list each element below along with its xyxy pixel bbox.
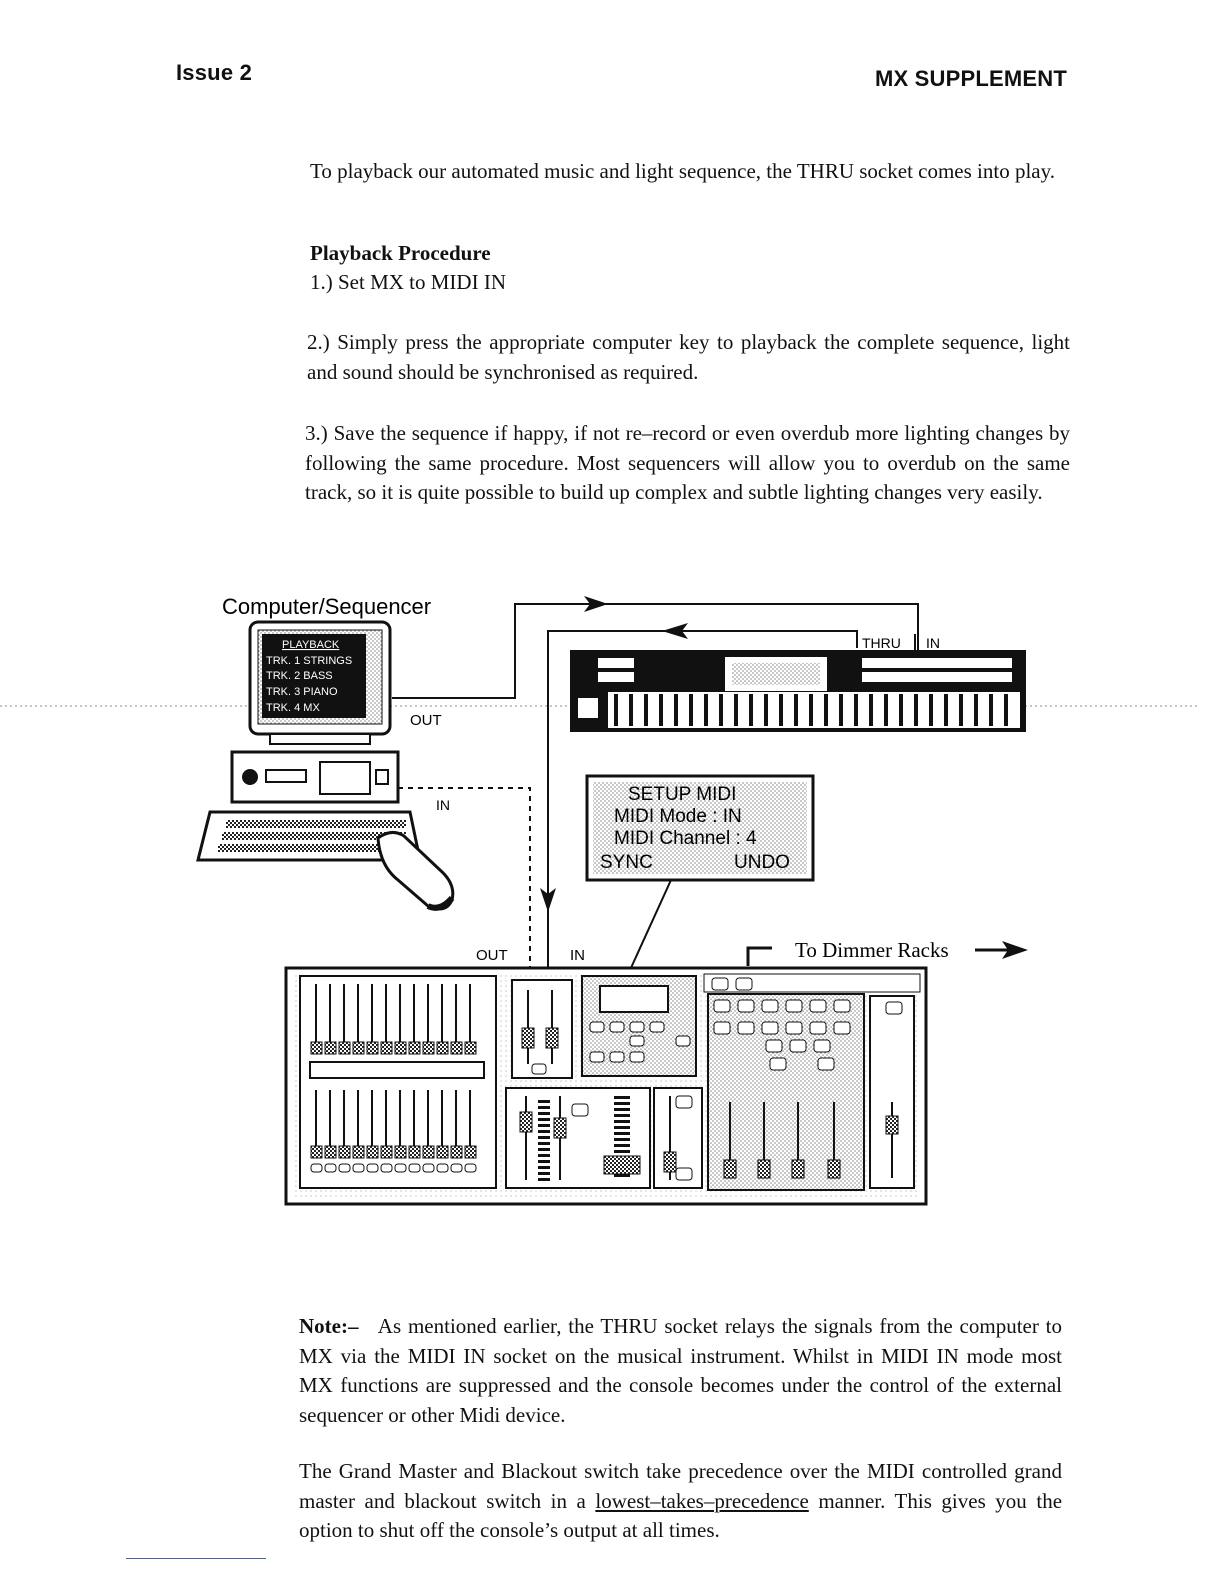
level-meter-segment [614, 1132, 630, 1135]
fader-knob [339, 1146, 350, 1158]
procedure-heading-text: Playback Procedure [310, 241, 491, 265]
level-meter-segment [614, 1096, 630, 1099]
black-key [839, 694, 843, 726]
fader-knob [325, 1042, 336, 1054]
console-button [650, 1022, 664, 1032]
issue-number: Issue 2 [176, 60, 253, 85]
black-key [899, 694, 903, 726]
document-title: MX SUPPLEMENT [874, 66, 1067, 91]
console-button [630, 1052, 644, 1062]
level-meter-segment [538, 1136, 550, 1139]
console-button [810, 1022, 826, 1034]
console-button [770, 1058, 786, 1070]
console-button [572, 1104, 588, 1116]
note-label: Note:– [299, 1314, 359, 1338]
lcd-sync-label: SYNC [600, 852, 653, 873]
fader-knob [353, 1042, 364, 1054]
procedure-step-1: 1.) Set MX to MIDI IN [310, 270, 506, 294]
console-button [590, 1052, 604, 1062]
intro-paragraph: To playback our automated music and light sequence, the THRU socket comes into play. [310, 159, 1056, 183]
black-key [644, 694, 648, 726]
console-button [738, 1022, 754, 1034]
black-key [749, 694, 753, 726]
level-meter-segment [614, 1114, 630, 1117]
procedure-step-2: 2.) Simply press the appropriate computer key to playback the complete sequence, light and sound should be synchronised as required. [307, 330, 1070, 384]
level-meter-segment [614, 1144, 630, 1147]
lcd-line-3: MIDI Channel : 4 [614, 828, 757, 849]
note-text: As mentioned earlier, the THRU socket relays the signals from the computer to MX via the MIDI IN socket on the musical instrument. Whilst in MIDI IN mode most MX functions are suppressed and the console becomes under the control of the external sequencer or other Midi device. [299, 1314, 1062, 1427]
level-meter-segment [538, 1118, 550, 1121]
computer-out-label: OUT [410, 712, 442, 729]
console-button [630, 1036, 644, 1046]
fader-knob [758, 1160, 770, 1178]
console-in-label: IN [570, 947, 585, 964]
level-meter-segment [538, 1112, 550, 1115]
console-button [818, 1058, 834, 1070]
black-key [794, 694, 798, 726]
final-text-before: The Grand Master and Blackout switch take precedence over the MIDI controlled grand master and blackout switch in a [299, 1459, 1062, 1513]
flash-button [451, 1164, 462, 1172]
black-key [974, 694, 978, 726]
final-paragraph [299, 1457, 1062, 1546]
level-meter-segment [538, 1148, 550, 1151]
fader-knob [724, 1160, 736, 1178]
black-key [719, 694, 723, 726]
fader-knob [465, 1042, 476, 1054]
console-button [532, 1064, 546, 1074]
console-button [834, 1022, 850, 1034]
lcd-undo-label: UNDO [734, 852, 790, 873]
level-meter-segment [538, 1124, 550, 1127]
console-button [630, 1022, 644, 1032]
black-key [629, 694, 633, 726]
fader-knob [886, 1116, 898, 1134]
screen-track-3: TRK. 3 PIANO [266, 686, 338, 698]
console-button [610, 1022, 624, 1032]
fader-knob [409, 1146, 420, 1158]
level-meter-segment [538, 1100, 550, 1103]
console-button [736, 978, 752, 990]
console-button [834, 1000, 850, 1012]
fader-knob [546, 1028, 558, 1048]
fader-knob [423, 1042, 434, 1054]
console-button [676, 1096, 692, 1108]
flash-button [339, 1164, 350, 1172]
level-meter-segment [538, 1178, 550, 1181]
flash-button [367, 1164, 378, 1172]
console-button [714, 1000, 730, 1012]
fader-knob [367, 1146, 378, 1158]
fader-knob [451, 1042, 462, 1054]
flash-button [423, 1164, 434, 1172]
fader-knob [367, 1042, 378, 1054]
black-key [824, 694, 828, 726]
fader-knob [381, 1146, 392, 1158]
console-button [786, 1000, 802, 1012]
black-key [779, 694, 783, 726]
note-paragraph [299, 1312, 1062, 1430]
dimmer-racks-label: To Dimmer Racks [795, 938, 949, 962]
level-meter-segment [614, 1150, 630, 1153]
screen-track-1: TRK. 1 STRINGS [266, 655, 353, 667]
black-key [944, 694, 948, 726]
fader-knob [311, 1042, 322, 1054]
fader-knob [437, 1042, 448, 1054]
flash-button [437, 1164, 448, 1172]
fader-knob [395, 1042, 406, 1054]
dimmer-cable [748, 948, 772, 966]
level-meter-segment [538, 1130, 550, 1133]
fader-knob [423, 1146, 434, 1158]
footnote-rule [126, 1558, 266, 1559]
fader-knob [353, 1146, 364, 1158]
screen-title: PLAYBACK [282, 639, 340, 651]
black-key [689, 694, 693, 726]
black-key [869, 694, 873, 726]
fader-knob [409, 1042, 420, 1054]
flash-button [381, 1164, 392, 1172]
console-button [810, 1000, 826, 1012]
fader-knob [520, 1112, 532, 1132]
computer-label: Computer/Sequencer [222, 594, 432, 619]
black-key [674, 694, 678, 726]
level-meter-segment [538, 1142, 550, 1145]
lcd-line-2: MIDI Mode : IN [614, 806, 742, 827]
level-meter-segment [614, 1138, 630, 1141]
black-key [929, 694, 933, 726]
lcd-line-1: SETUP MIDI [628, 784, 737, 805]
console-button [610, 1052, 624, 1062]
black-key [914, 694, 918, 726]
fader-knob [522, 1028, 534, 1048]
fader-knob [325, 1146, 336, 1158]
console-button [590, 1022, 604, 1032]
black-key [764, 694, 768, 726]
console-button [762, 1000, 778, 1012]
computer-in-label: IN [436, 797, 450, 813]
fader-knob [465, 1146, 476, 1158]
black-key [989, 694, 993, 726]
flash-button [353, 1164, 364, 1172]
level-meter-segment [538, 1172, 550, 1175]
fader-knob [604, 1156, 640, 1174]
final-text-after: manner. This gives you the option to shut off the console’s output at all times. [299, 1488, 1063, 1542]
console-button [786, 1022, 802, 1034]
level-meter-segment [538, 1160, 550, 1163]
console-button [712, 978, 728, 990]
flash-button [465, 1164, 476, 1172]
console-button [714, 1022, 730, 1034]
level-meter-segment [614, 1120, 630, 1123]
black-key [854, 694, 858, 726]
flash-button [325, 1164, 336, 1172]
thru-port-label: THRU [862, 635, 901, 651]
black-key [884, 694, 888, 726]
fader-knob [339, 1042, 350, 1054]
flash-button [311, 1164, 322, 1172]
black-key [809, 694, 813, 726]
black-key [659, 694, 663, 726]
black-key [959, 694, 963, 726]
level-meter-segment [614, 1102, 630, 1105]
flash-button [395, 1164, 406, 1172]
level-meter-segment [614, 1126, 630, 1129]
level-meter-segment [538, 1106, 550, 1109]
console-button [762, 1022, 778, 1034]
console-button [676, 1168, 692, 1180]
console-button [790, 1040, 806, 1052]
black-key [614, 694, 618, 726]
screen-track-2: TRK. 2 BASS [266, 670, 333, 682]
fader-knob [451, 1146, 462, 1158]
fader-knob [554, 1118, 566, 1138]
level-meter-segment [614, 1108, 630, 1111]
screen-track-4: TRK. 4 MX [266, 702, 320, 714]
console-out-label: OUT [476, 947, 508, 964]
computer-base-unit [232, 752, 398, 802]
console-button [886, 1002, 902, 1014]
console-button [814, 1040, 830, 1052]
keyboard-in-port-label: IN [926, 635, 940, 651]
console-button [676, 1036, 690, 1046]
fader-knob [792, 1160, 804, 1178]
fader-knob [381, 1042, 392, 1054]
black-key [734, 694, 738, 726]
console-button [766, 1040, 782, 1052]
flash-button [409, 1164, 420, 1172]
fader-knob [311, 1146, 322, 1158]
console-button [738, 1000, 754, 1012]
fader-knob [395, 1146, 406, 1158]
level-meter-segment [538, 1166, 550, 1169]
precedence-term: lowest–takes–precedence [595, 1488, 809, 1513]
black-key [1004, 694, 1008, 726]
fader-knob [664, 1152, 676, 1172]
fader-knob [437, 1146, 448, 1158]
procedure-step-3: 3.) Save the sequence if happy, if not re–record or even overdub more lighting changes by following the same procedure. Most sequencers will allow you to overdub on the same track, so it is quite possible to build up complex and subtle lighting changes very easily. [305, 421, 1070, 504]
black-key [704, 694, 708, 726]
fader-knob [828, 1160, 840, 1178]
level-meter-segment [538, 1154, 550, 1157]
